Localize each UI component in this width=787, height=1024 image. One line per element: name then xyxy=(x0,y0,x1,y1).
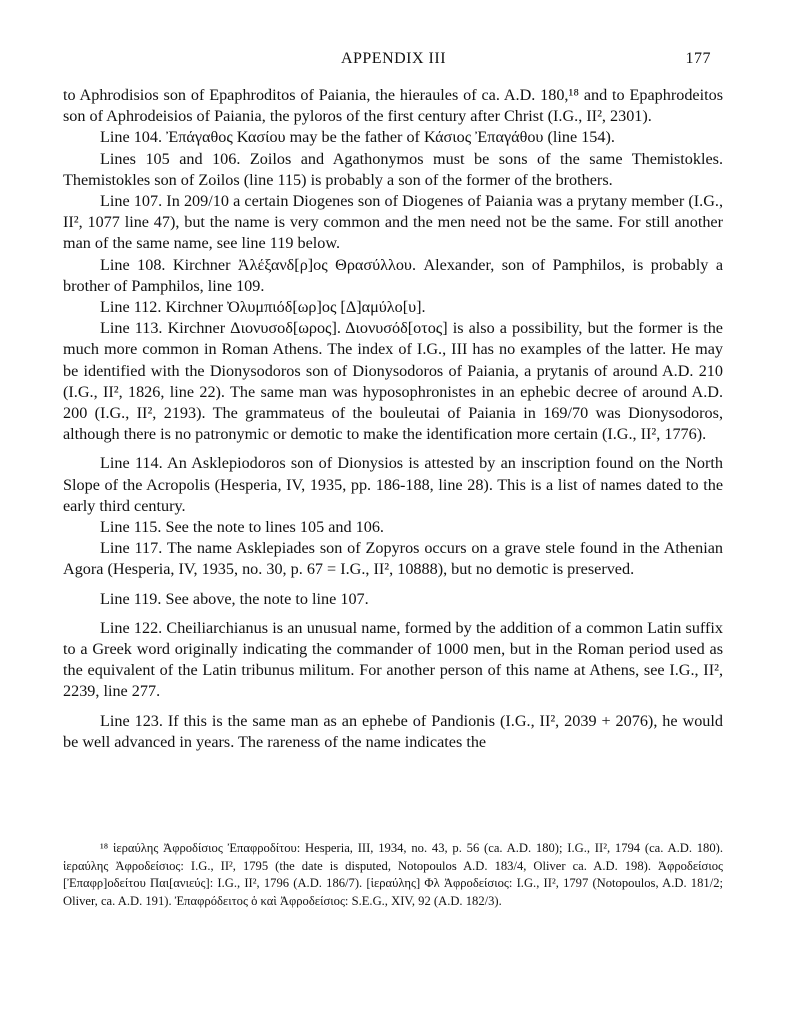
note-line-123: Line 123. If this is the same man as an ephebe of Pandionis (I.G., II², 2039 + 2076), he would be well advanced in years. The rareness of the name indicates the xyxy=(63,711,723,751)
note-line-122: Line 122. Cheiliarchianus is an unusual name, formed by the addition of a common Latin suffix to a Greek word originally indicating the commander of 1000 men, but in the Roman period used as the equivalent of the Latin tribunus militum. For another person of this name at Athens, see I.G., II², 2239, line 277. xyxy=(63,618,723,701)
page-number: 177 xyxy=(685,50,711,67)
note-line-108: Line 108. Kirchner Ἀλέξανδ[ρ]ος Θρασύλλου. Alexander, son of Pamphilos, is probably a brother of Pamphilos, line 109. xyxy=(63,255,723,295)
body-text xyxy=(63,85,723,753)
note-lines-105-106: Lines 105 and 106. Zoilos and Agathonymos must be sons of the same Themistokles. Themistokles son of Zoilos (line 115) is probably a son of the former of the brothers. xyxy=(63,149,723,189)
note-line-107: Line 107. In 209/10 a certain Diogenes son of Diogenes of Paiania was a prytany member (I.G., II², 1077 line 47), but the name is very common and the men need not be the same. For still another man of the same name, see line 119 below. xyxy=(63,192,723,253)
note-line-115: Line 115. See the note to lines 105 and 106. xyxy=(100,518,384,537)
paragraph-continuation: to Aphrodisios son of Epaphroditos of Paiania, the hieraules of ca. A.D. 180,¹⁸ and to Epaphrodeitos son of Aphrodeisios of Paiania, the pyloros of the first century after Christ (I.G., II², 2301). xyxy=(63,86,723,126)
note-line-104: Line 104. Ἐπάγαθος Κασίου may be the father of Κάσιος Ἐπαγάθου (line 154). xyxy=(100,128,615,147)
running-head xyxy=(0,50,787,72)
note-line-113: Line 113. Kirchner Διονυσοδ[ωρος]. Διονυσόδ[οτος] is also a possibility, but the former is the much more common in Roman Athens. The index of I.G., III has no examples of the latter. He may be identified with the Dionysodoros son of Dionysodoros of Paiania, a prytanis of around A.D. 210 (I.G., II², 1826, line 22). The same man was hyposophronistes in an ephebic decree of around A.D. 200 (I.G., II², 2193). The grammateus of the bouleutai of Paiania in 169/70 was Dionysodoros, although there is no patronymic or demotic to make the identification more certain (I.G., II², 1776). xyxy=(63,319,723,444)
note-line-119: Line 119. See above, the note to line 107. xyxy=(100,589,369,608)
note-line-114: Line 114. An Asklepiodoros son of Dionysios is attested by an inscription found on the North Slope of the Acropolis (Hesperia, IV, 1935, pp. 186-188, line 28). This is a list of names dated to the early third century. xyxy=(63,454,723,515)
note-line-112: Line 112. Kirchner Ὀλυμπιόδ[ωρ]ος [Δ]αμύλο[υ]. xyxy=(100,298,426,317)
footnote-text: ¹⁸ ἱεραύλης Ἀφροδίσιος Ἐπαφροδίτου: Hesperia, III, 1934, no. 43, p. 56 (ca. A.D. 180); I.G., II², 1794 (ca. A.D. 180). ἱεραύλης Ἀφροδείσιος: I.G., II², 1795 (the date is disputed, Notopoulos A.D. 183/4, Oliver ca. A.D. 198). Ἀφροδείσιος [Ἐπαφρ]οδείτου Παι[ανιεύς]: I.G., II², 1796 (A.D. 186/7). [ἱεραύλης] Φλ Ἀφροδείσιος: I.G., II², 1797 (Notopoulos, A.D. 181/2; Oliver, ca. A.D. 191). Ἐπαφρόδειτος ὁ καὶ Ἀφροδείσιος: S.E.G., XIV, 92 (A.D. 182/3). xyxy=(63,841,723,908)
running-title: APPENDIX III xyxy=(340,50,447,67)
note-line-117: Line 117. The name Asklepiades son of Zopyros occurs on a grave stele found in the Athenian Agora (Hesperia, IV, 1935, no. 30, p. 67 = I.G., II², 10888), but no demotic is preserved. xyxy=(63,539,723,579)
footnote-18 xyxy=(63,840,723,910)
